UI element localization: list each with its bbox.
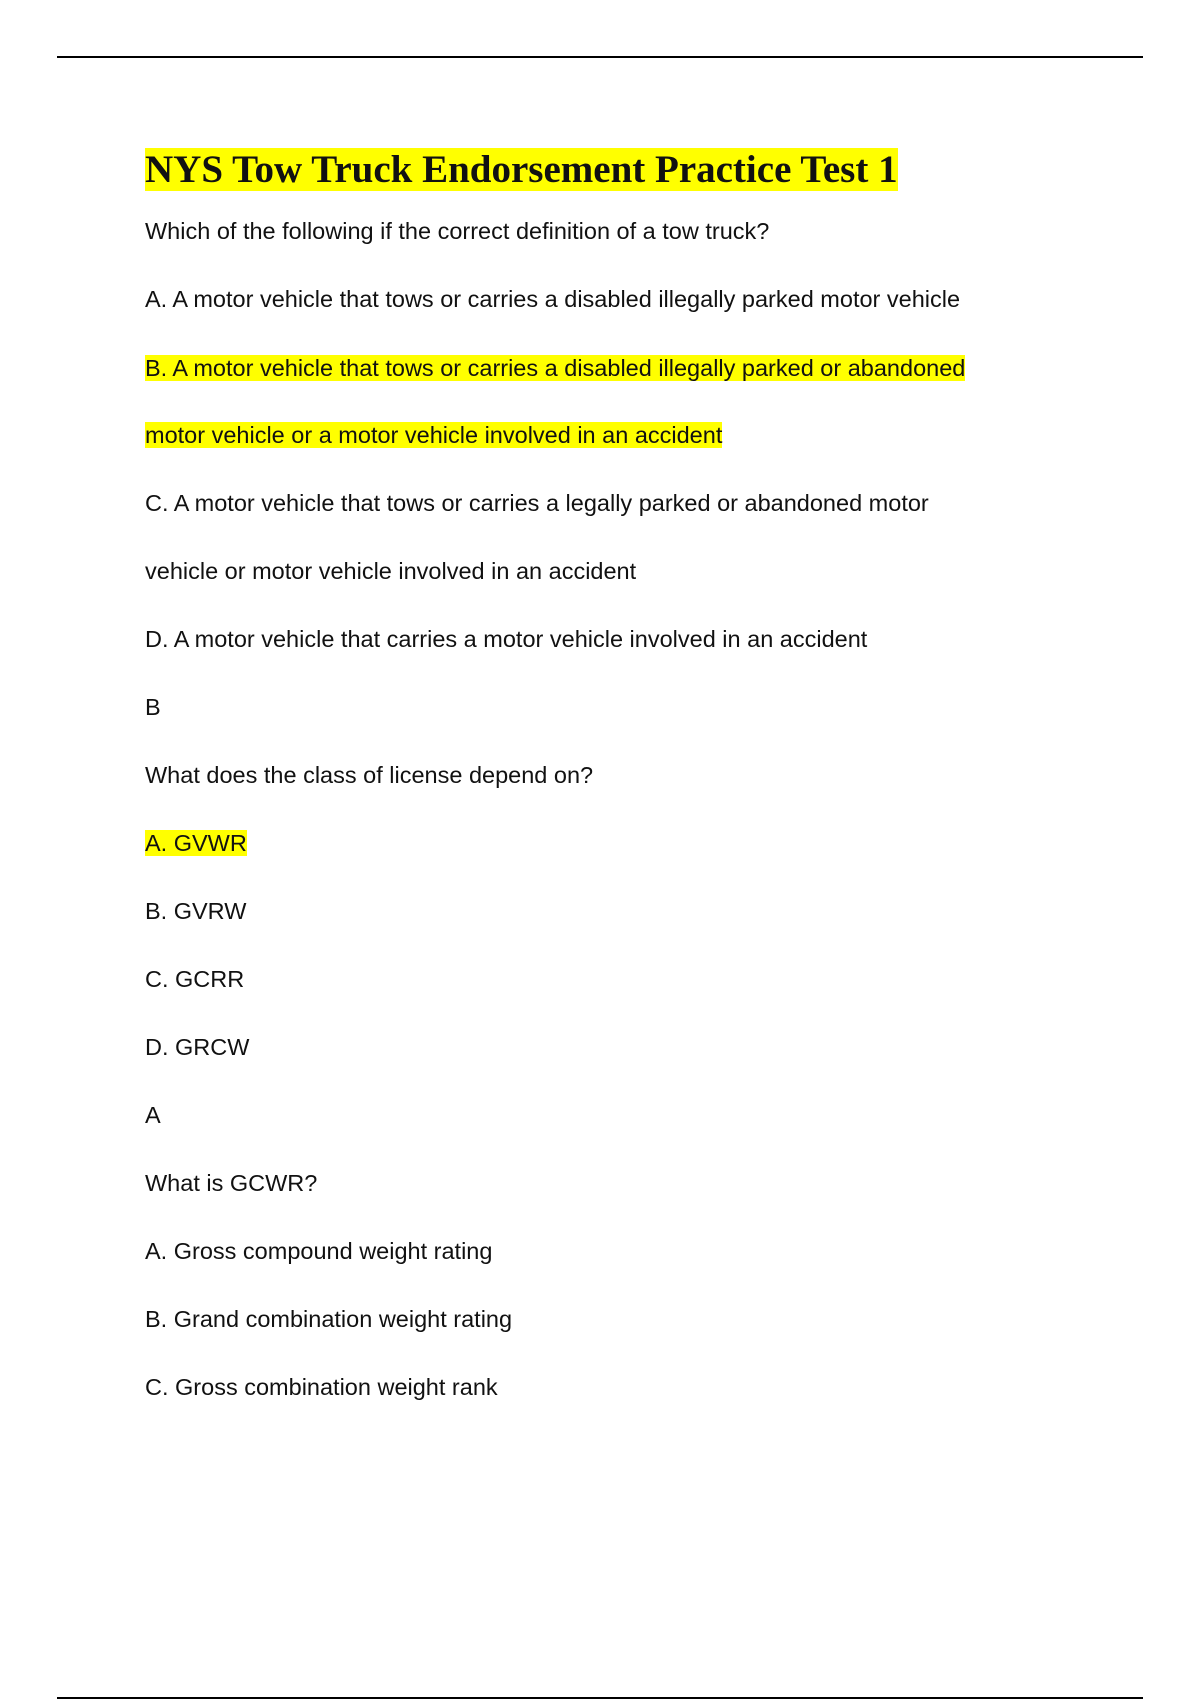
line-text: B. GVRW: [145, 898, 247, 924]
line-text: C. A motor vehicle that tows or carries a legally parked or abandoned motor: [145, 490, 929, 516]
top-rule: [57, 56, 1143, 58]
question-3-text: [145, 1168, 317, 1198]
line-text: B. Grand combination weight rating: [145, 1306, 513, 1332]
question-2-option-a: [145, 828, 247, 858]
question-2-answer: [145, 1100, 161, 1130]
question-2-option-c: [145, 964, 244, 994]
line-text: D. GRCW: [145, 1034, 250, 1060]
line-text: B: [145, 694, 161, 720]
highlighted-line-text: B. A motor vehicle that tows or carries a disabled illegally parked or abandoned: [145, 355, 966, 381]
line-text: C. GCRR: [145, 966, 245, 992]
highlighted-line-text: motor vehicle or a motor vehicle involved in an accident: [145, 422, 723, 448]
question-1-option-c-line-1: [145, 488, 929, 518]
bottom-rule: [57, 1697, 1143, 1699]
highlighted-line-text: A. GVWR: [145, 830, 247, 856]
question-1-option-a: [145, 284, 960, 314]
question-2-text: [145, 760, 593, 790]
question-1-option-b-line-2: [145, 420, 722, 450]
line-text: Which of the following if the correct definition of a tow truck?: [145, 218, 770, 244]
question-1-option-c-line-2: [145, 556, 636, 586]
line-text: A. A motor vehicle that tows or carries a disabled illegally parked motor vehicle: [145, 286, 961, 312]
line-text: vehicle or motor vehicle involved in an accident: [145, 558, 637, 584]
line-text: A: [145, 1102, 161, 1128]
question-3-option-c: [145, 1372, 498, 1402]
question-3-option-b: [145, 1304, 512, 1334]
question-1-option-b-line-1: [145, 353, 965, 383]
question-3-option-a: [145, 1236, 492, 1266]
question-1-answer: [145, 692, 161, 722]
page-title: [145, 147, 898, 193]
line-text: What does the class of license depend on?: [145, 762, 594, 788]
line-text: A. Gross compound weight rating: [145, 1238, 493, 1264]
line-text: D. A motor vehicle that carries a motor vehicle involved in an accident: [145, 626, 868, 652]
line-text: C. Gross combination weight rank: [145, 1374, 498, 1400]
question-2-option-d: [145, 1032, 249, 1062]
question-1-option-d: [145, 624, 867, 654]
question-1-text: [145, 216, 769, 246]
question-2-option-b: [145, 896, 246, 926]
title-highlight: NYS Tow Truck Endorsement Practice Test 1: [145, 148, 898, 191]
line-text: What is GCWR?: [145, 1170, 318, 1196]
